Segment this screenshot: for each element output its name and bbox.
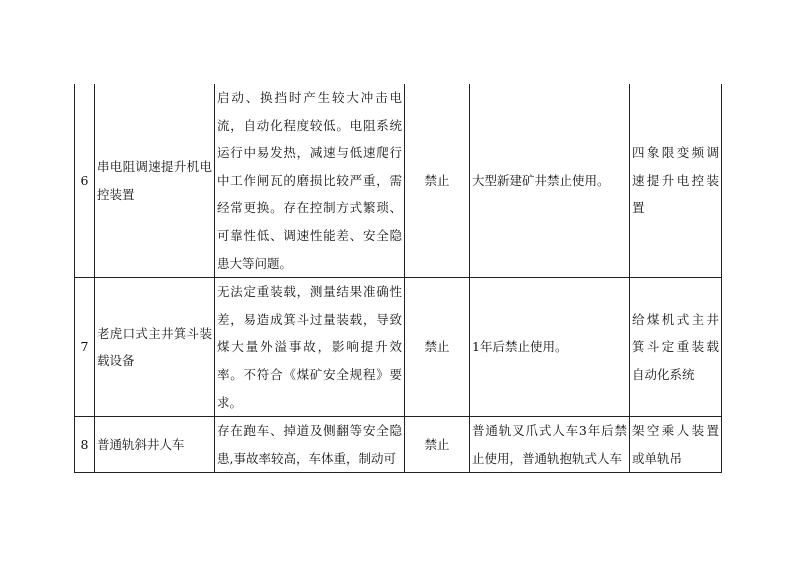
status-cell: 禁止 xyxy=(405,278,470,417)
equipment-name: 串电阻调速提升机电控装置 xyxy=(95,84,215,278)
replacement-cell: 四象限变频调速提升电控装置 xyxy=(630,84,722,278)
row-number: 6 xyxy=(75,84,95,278)
equipment-table xyxy=(74,84,722,473)
status-cell: 禁止 xyxy=(405,417,470,473)
row-number: 8 xyxy=(75,417,95,473)
equipment-name: 老虎口式主井箕斗装载设备 xyxy=(95,278,215,417)
scope-cell: 普通轨叉爪式人车3年后禁止使用，普通轨抱轨式人车 xyxy=(470,417,630,473)
table-row xyxy=(75,278,722,417)
status-cell: 禁止 xyxy=(405,84,470,278)
problem-description: 无法定重装载，测量结果准确性差，易造成箕斗过量装载，导致煤大量外溢事故，影响提升效率。不符合《煤矿安全规程》要求。 xyxy=(215,278,405,417)
row-number: 7 xyxy=(75,278,95,417)
scope-cell: 大型新建矿井禁止使用。 xyxy=(470,84,630,278)
problem-description: 存在跑车、掉道及侧翻等安全隐患,事故率较高，车体重，制动可 xyxy=(215,417,405,473)
scope-cell: 1年后禁止使用。 xyxy=(470,278,630,417)
replacement-cell: 架空乘人装置或单轨吊 xyxy=(630,417,722,473)
table-row xyxy=(75,84,722,278)
replacement-cell: 给煤机式主井箕斗定重装载自动化系统 xyxy=(630,278,722,417)
problem-description: 启动、换挡时产生较大冲击电流，自动化程度较低。电阻系统运行中易发热，减速与低速爬行中工作闸瓦的磨损比较严重，需经常更换。存在控制方式繁琐、可靠性低、调速性能差、安全隐患大等问题。 xyxy=(215,84,405,278)
equipment-name: 普通轨斜井人车 xyxy=(95,417,215,473)
table-row xyxy=(75,417,722,473)
